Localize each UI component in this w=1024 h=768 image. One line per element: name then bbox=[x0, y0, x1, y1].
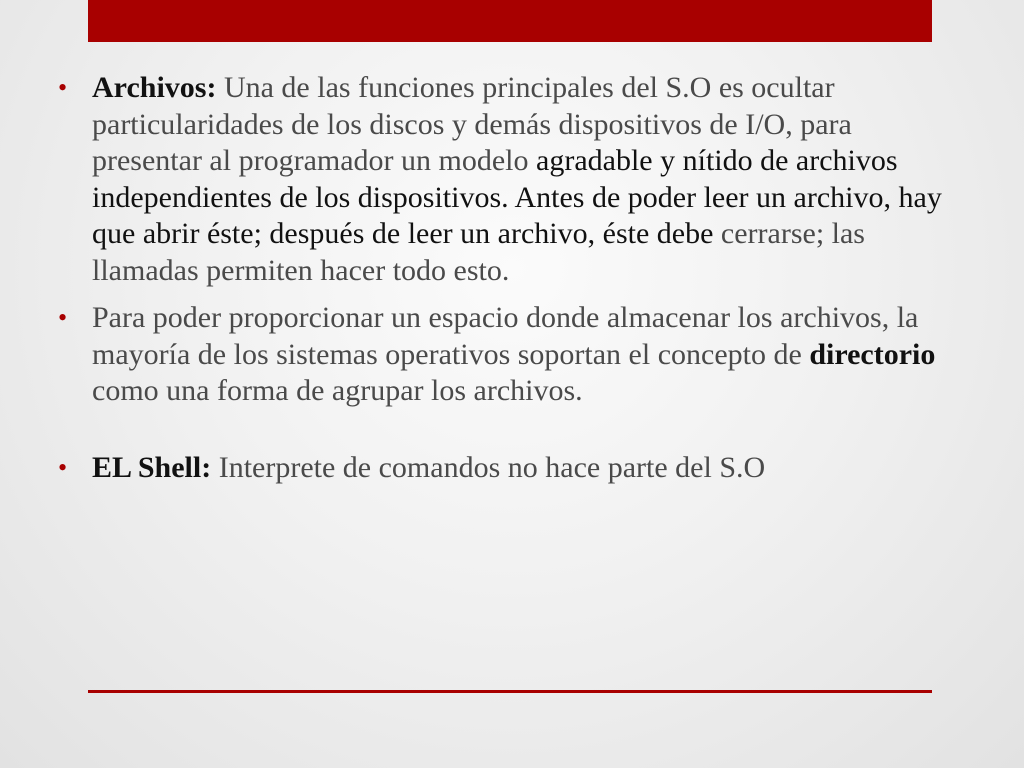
bullet-directorio bbox=[58, 300, 958, 410]
bullet-text-shell: Interprete de comandos no hace parte del S.O bbox=[211, 450, 766, 484]
bullet-shell bbox=[58, 450, 958, 487]
bullet-lead-shell: EL Shell: bbox=[92, 450, 212, 484]
bullet-text-archivos-part2: agradable y nítido de archivos independientes de los dispositivos. Antes de poder leer un archivo, hay que abrir éste; después de leer un archivo, éste debe bbox=[92, 144, 942, 250]
bullet-icon: • bbox=[58, 452, 68, 482]
bullet-archivos bbox=[58, 70, 958, 289]
bullet-icon: • bbox=[58, 73, 68, 102]
footer-accent-line bbox=[88, 690, 932, 693]
bullet-text-archivos-part1: Una de las funciones principales del S.O es ocultar particularidades de los discos y demás dispositivos de I/O, para presentar al programador un modelo bbox=[92, 71, 852, 177]
bullet-icon: • bbox=[58, 303, 68, 332]
bullet-lead-archivos: Archivos: bbox=[92, 71, 217, 104]
bullet-text-directorio-part1: Para poder proporcionar un espacio donde almacenar los archivos, la mayoría de los sistemas operativos soportan el concepto de bbox=[92, 301, 919, 371]
bullet-text-directorio-part2: como una forma de agrupar los archivos. bbox=[92, 374, 583, 407]
bullet-list bbox=[58, 70, 958, 486]
bullet-text-archivos-part3: cerrarse; las llamadas permiten hacer todo esto. bbox=[92, 217, 865, 287]
header-accent-bar bbox=[88, 0, 932, 42]
bullet-keyword-directorio: directorio bbox=[809, 337, 936, 371]
